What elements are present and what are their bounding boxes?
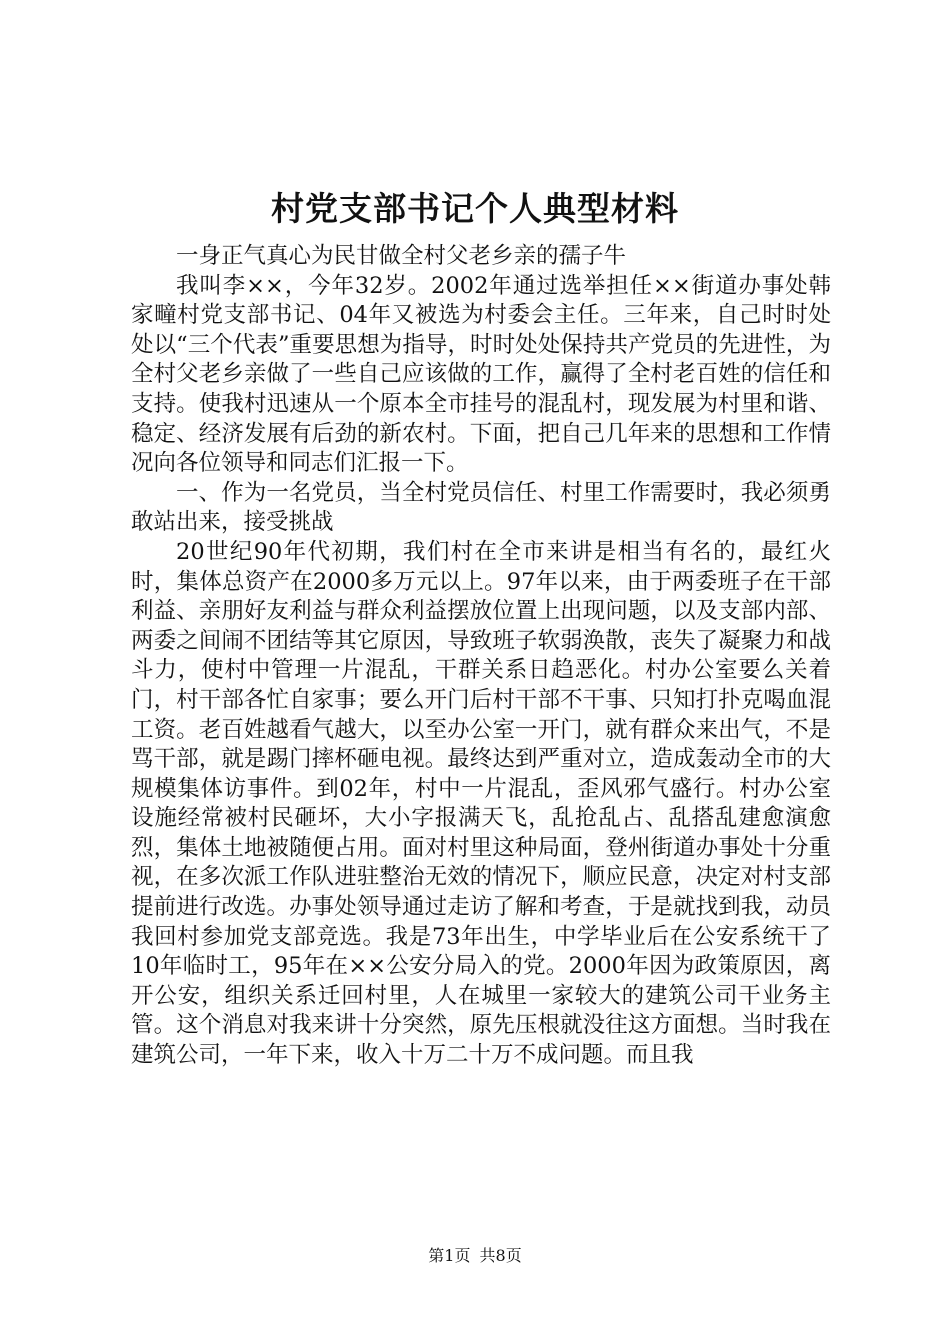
document-body: [131, 242, 831, 1071]
document-title: 村党支部书记个人典型材料: [271, 189, 679, 228]
section-heading-paragraph: 一、作为一名党员，当全村党员信任、村里工作需要时，我必须勇敢站出来，接受挑战: [131, 479, 831, 536]
body-paragraph: 20世纪90年代初期，我们村在全市来讲是相当有名的，最红火时，集体总资产在2000多万元以上。97年以来，由于两委班子在干部利益、亲朋好友利益与群众利益摆放位置上出现问题，以及支部内部、两委之间闹不团结等其它原因，导致班子软弱涣散，丧失了凝聚力和战斗力，使村中管理一片混乱，干群关系日趋恶化。村办公室要么关着门，村干部各忙自家事；要么开门后村干部不干事、只知打扑克喝血混工资。老百姓越看气越大，以至办公室一开门，就有群众来出气，不是骂干部，就是踢门摔杯砸电视。最终达到严重对立，造成轰动全市的大规模集体访事件。到02年，村中一片混乱，歪风邪气盛行。村办公室设施经常被村民砸坏，大小字报满天飞，乱抢乱占、乱搭乱建愈演愈烈，集体土地被随便占用。面对村里这种局面，登州街道办事处十分重视，在多次派工作队进驻整治无效的情况下，顺应民意，决定对村支部提前进行改选。办事处领导通过走访了解和考查，于是就找到我，动员我回村参加党支部竞选。我是73年出生，中学毕业后在公安系统干了10年临时工，95年在××公安分局入的党。2000年因为政策原因，离开公安，组织关系迁回村里，人在城里一家较大的建筑公司干业务主管。这个消息对我来讲十分突然，原先压根就没往这方面想。当时我在建筑公司，一年下来，收入十万二十万不成问题。而且我: [131, 538, 831, 1069]
subtitle-paragraph: 一身正气真心为民甘做全村父老乡亲的孺子牛: [176, 243, 627, 269]
page-footer: [0, 1245, 950, 1267]
page-number-total: 共8页: [479, 1246, 522, 1265]
page-number-current: 第1页: [428, 1246, 471, 1265]
body-paragraph: 我叫李××，今年32岁。2002年通过选举担任××街道办事处韩家疃村党支部书记、04年又被选为村委会主任。三年来，自己时时处处以“三个代表”重要思想为指导，时时处处保持共产党员的先进性，为全村父老乡亲做了一些自己应该做的工作，赢得了全村老百姓的信任和支持。使我村迅速从一个原本全市挂号的混乱村，现发展为村里和谐、稳定、经济发展有后劲的新农村。下面，把自己几年来的思想和工作情况向各位领导和同志们汇报一下。: [131, 272, 831, 477]
